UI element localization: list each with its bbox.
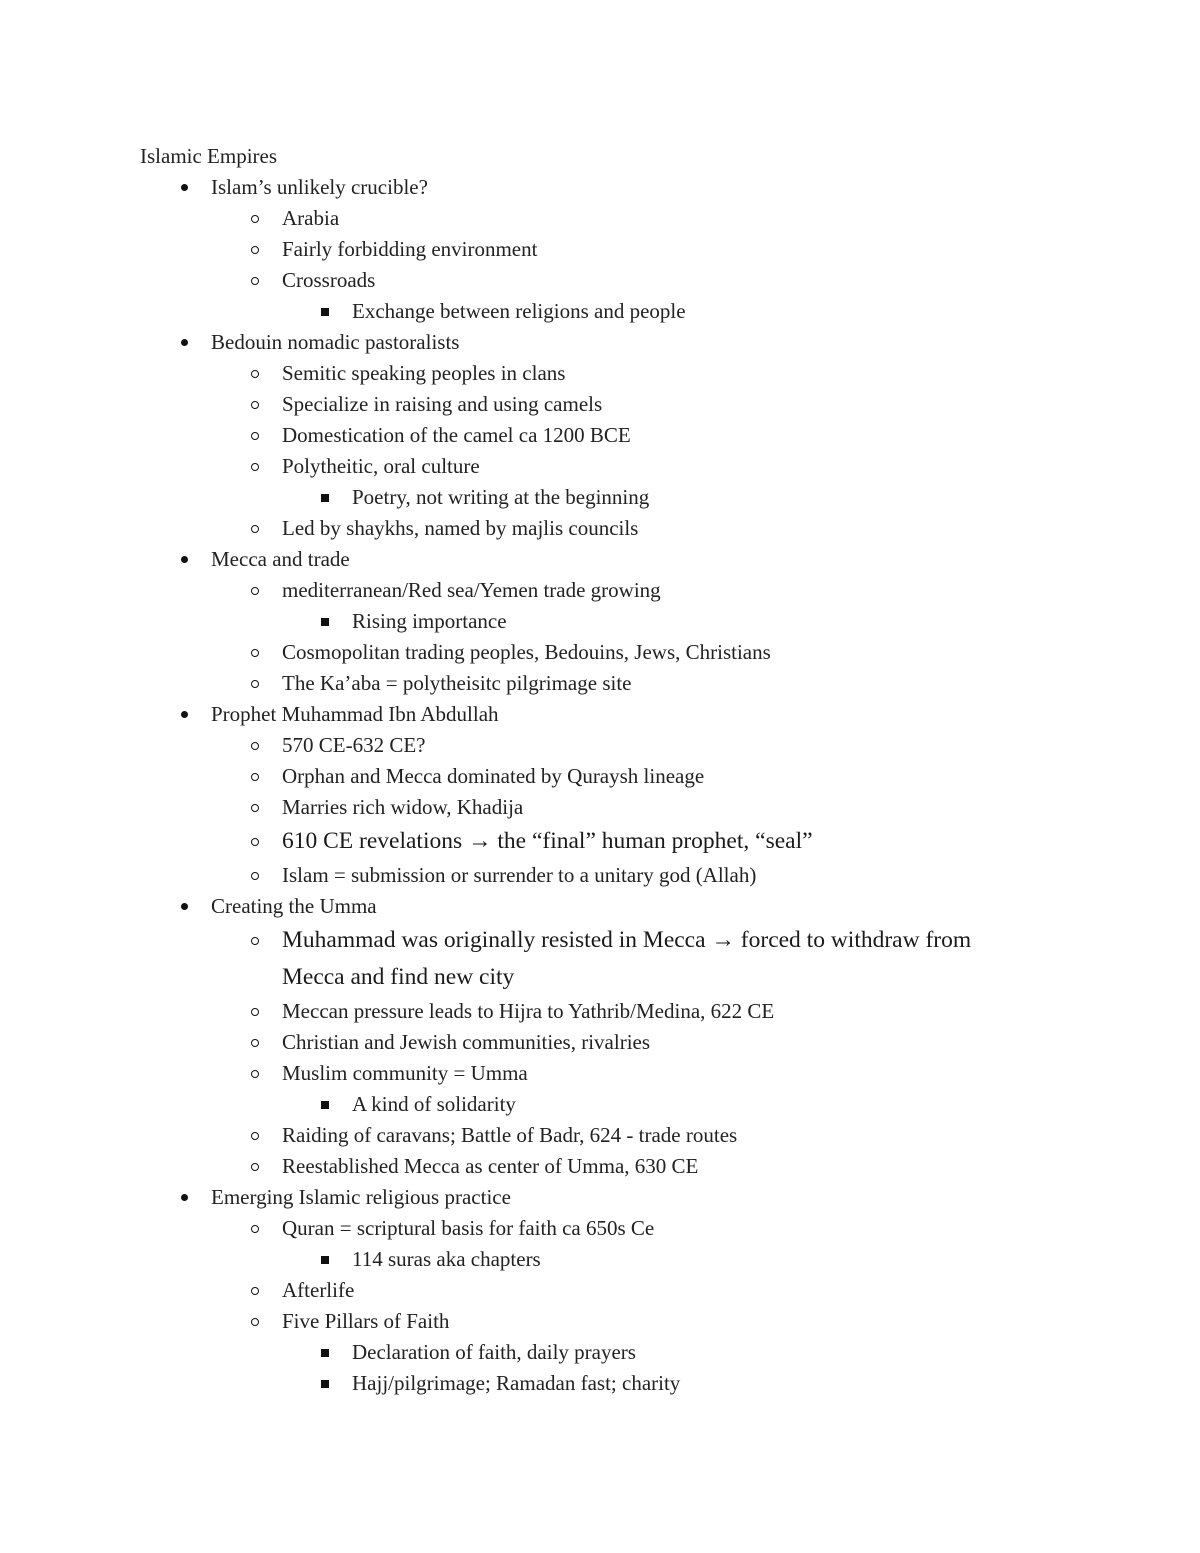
- outline-item-level-1: [140, 891, 1040, 922]
- outline-item-level-2: [140, 234, 1040, 265]
- outline-item-text: Reestablished Mecca as center of Umma, 630 CE: [282, 1154, 699, 1178]
- outline-item-text: Polytheitic, oral culture: [282, 454, 480, 478]
- outline-item-text: Bedouin nomadic pastoralists: [211, 330, 460, 354]
- outline-item-level-2: [140, 792, 1040, 823]
- outline-item-text: Islam’s unlikely crucible?: [211, 175, 428, 199]
- outline-item-level-2: [140, 1058, 1040, 1089]
- outline-item-text: 114 suras aka chapters: [352, 1247, 541, 1271]
- outline-item-text: Muslim community = Umma: [282, 1061, 528, 1085]
- outline-item-level-2: [140, 265, 1040, 296]
- outline-item-level-2: [140, 996, 1040, 1027]
- outline-item-text: Arabia: [282, 206, 340, 230]
- outline-item-level-3: [140, 482, 1040, 513]
- outline-item-text: Declaration of faith, daily prayers: [352, 1340, 636, 1364]
- hollow-circle-bullet-icon: [248, 668, 262, 699]
- hollow-circle-bullet-icon: [248, 1027, 262, 1058]
- hollow-circle-bullet-icon: [248, 730, 262, 761]
- outline-item-text: Specialize in raising and using camels: [282, 392, 603, 416]
- filled-square-bullet-icon: [318, 296, 332, 327]
- hollow-circle-bullet-icon: [248, 451, 262, 482]
- outline-item-level-2: [140, 1027, 1040, 1058]
- hollow-circle-bullet-icon: [248, 575, 262, 606]
- filled-circle-bullet-icon: [177, 1182, 191, 1213]
- hollow-circle-bullet-icon: [248, 792, 262, 823]
- outline-item-text: Quran = scriptural basis for faith ca 650s Ce: [282, 1216, 655, 1240]
- filled-square-bullet-icon: [318, 1244, 332, 1275]
- outline-item-level-1: [140, 172, 1040, 203]
- outline-item-text: 610 CE revelations → the “final” human prophet, “seal”: [282, 828, 813, 854]
- outline-item-level-2: [140, 922, 1012, 996]
- outline-item-level-3: [140, 296, 1040, 327]
- outline-item-level-2: [140, 389, 1040, 420]
- outline-item-text: Semitic speaking peoples in clans: [282, 361, 566, 385]
- outline-item-level-2: [140, 637, 1040, 668]
- hollow-circle-bullet-icon: [248, 1151, 262, 1182]
- outline-item-level-2: [140, 823, 1040, 860]
- outline-item-text: Marries rich widow, Khadija: [282, 795, 524, 819]
- outline-item-level-3: [140, 1337, 1040, 1368]
- outline-item-text: Christian and Jewish communities, rivalries: [282, 1030, 651, 1054]
- filled-square-bullet-icon: [318, 1337, 332, 1368]
- filled-circle-bullet-icon: [177, 327, 191, 358]
- hollow-circle-bullet-icon: [248, 1275, 262, 1306]
- outline-item-level-2: [140, 513, 1040, 544]
- outline-item-text: Rising importance: [352, 609, 507, 633]
- hollow-circle-bullet-icon: [248, 420, 262, 451]
- outline-item-text: Domestication of the camel ca 1200 BCE: [282, 423, 631, 447]
- outline-item-level-3: [140, 1368, 1040, 1399]
- hollow-circle-bullet-icon: [248, 1306, 262, 1337]
- filled-circle-bullet-icon: [177, 891, 191, 922]
- outline-item-level-2: [140, 1151, 1040, 1182]
- hollow-circle-bullet-icon: [248, 358, 262, 389]
- outline-item-text: Exchange between religions and people: [352, 299, 686, 323]
- hollow-circle-bullet-icon: [248, 389, 262, 420]
- outline-item-text: Five Pillars of Faith: [282, 1309, 450, 1333]
- outline-item-text: Afterlife: [282, 1278, 355, 1302]
- document-content: [140, 141, 1040, 1399]
- hollow-circle-bullet-icon: [248, 513, 262, 544]
- hollow-circle-bullet-icon: [248, 1058, 262, 1089]
- outline-item-level-3: [140, 1089, 1040, 1120]
- outline-item-text: Cosmopolitan trading peoples, Bedouins, Jews, Christians: [282, 640, 771, 664]
- outline-item-level-2: [140, 1120, 1040, 1151]
- outline-item-level-2: [140, 358, 1040, 389]
- outline-item-text: Muhammad was originally resisted in Mecca → forced to withdraw from Mecca and find new city: [282, 927, 972, 990]
- outline-item-text: Meccan pressure leads to Hijra to Yathrib/Medina, 622 CE: [282, 999, 775, 1023]
- filled-square-bullet-icon: [318, 606, 332, 637]
- outline-item-level-2: [140, 668, 1040, 699]
- hollow-circle-bullet-icon: [248, 922, 262, 959]
- outline-item-text: The Ka’aba = polytheisitc pilgrimage site: [282, 671, 632, 695]
- outline-item-level-2: [140, 1275, 1040, 1306]
- outline-item-level-1: [140, 1182, 1040, 1213]
- hollow-circle-bullet-icon: [248, 234, 262, 265]
- outline-item-level-1: [140, 544, 1040, 575]
- outline-item-level-1: [140, 327, 1040, 358]
- outline-list: [140, 172, 1040, 1399]
- outline-item-level-2: [140, 860, 1040, 891]
- outline-item-text: Led by shaykhs, named by majlis councils: [282, 516, 639, 540]
- outline-item-text: Fairly forbidding environment: [282, 237, 538, 261]
- outline-item-text: 570 CE-632 CE?: [282, 733, 426, 757]
- outline-item-level-2: [140, 761, 1040, 792]
- outline-item-text: Raiding of caravans; Battle of Badr, 624 - trade routes: [282, 1123, 738, 1147]
- outline-item-text: Crossroads: [282, 268, 376, 292]
- hollow-circle-bullet-icon: [248, 1213, 262, 1244]
- outline-item-text: Creating the Umma: [211, 894, 377, 918]
- outline-item-level-2: [140, 575, 1040, 606]
- hollow-circle-bullet-icon: [248, 265, 262, 296]
- hollow-circle-bullet-icon: [248, 203, 262, 234]
- outline-item-text: Poetry, not writing at the beginning: [352, 485, 650, 509]
- hollow-circle-bullet-icon: [248, 761, 262, 792]
- filled-square-bullet-icon: [318, 1089, 332, 1120]
- filled-circle-bullet-icon: [177, 699, 191, 730]
- outline-item-text: Prophet Muhammad Ibn Abdullah: [211, 702, 499, 726]
- outline-item-level-1: [140, 699, 1040, 730]
- filled-circle-bullet-icon: [177, 172, 191, 203]
- filled-square-bullet-icon: [318, 482, 332, 513]
- outline-item-level-2: [140, 203, 1040, 234]
- outline-item-level-2: [140, 420, 1040, 451]
- outline-item-text: Orphan and Mecca dominated by Quraysh lineage: [282, 764, 705, 788]
- outline-item-level-2: [140, 1213, 1040, 1244]
- outline-item-level-2: [140, 1306, 1040, 1337]
- outline-item-level-3: [140, 606, 1040, 637]
- filled-square-bullet-icon: [318, 1368, 332, 1399]
- filled-circle-bullet-icon: [177, 544, 191, 575]
- hollow-circle-bullet-icon: [248, 860, 262, 891]
- outline-item-level-2: [140, 451, 1040, 482]
- hollow-circle-bullet-icon: [248, 996, 262, 1027]
- outline-item-text: Hajj/pilgrimage; Ramadan fast; charity: [352, 1371, 681, 1395]
- outline-item-level-2: [140, 730, 1040, 761]
- hollow-circle-bullet-icon: [248, 637, 262, 668]
- outline-item-text: mediterranean/Red sea/Yemen trade growing: [282, 578, 661, 602]
- document-title: Islamic Empires: [140, 144, 278, 168]
- hollow-circle-bullet-icon: [248, 823, 262, 860]
- outline-item-text: Emerging Islamic religious practice: [211, 1185, 511, 1209]
- outline-item-text: A kind of solidarity: [352, 1092, 516, 1116]
- outline-item-level-3: [140, 1244, 1040, 1275]
- hollow-circle-bullet-icon: [248, 1120, 262, 1151]
- outline-item-text: Mecca and trade: [211, 547, 350, 571]
- outline-item-text: Islam = submission or surrender to a unitary god (Allah): [282, 863, 757, 887]
